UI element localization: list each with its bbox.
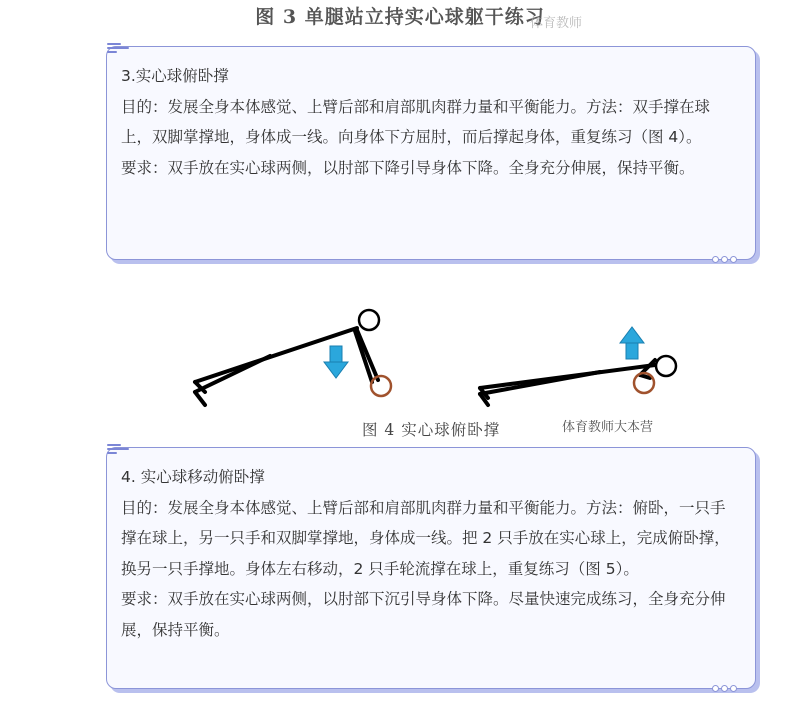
card-deco-lines [107, 43, 131, 55]
watermark-figure: 体育教师大本营 [562, 420, 654, 435]
card-deco-lines [107, 444, 131, 456]
watermark-top: 体育教师 [530, 16, 583, 31]
card-dots [712, 256, 737, 263]
section3-purpose: 目的：发展全身本体感觉、上臂后部和肩部肌肉群力量和平衡能力。方法：双手撑在球上，双脚掌撑地，身体成一线。向身体下方屈肘，而后撑起身体，重复练习（图 4）。 [121, 97, 711, 146]
card-dots [712, 685, 737, 692]
arrow-down-icon [324, 346, 348, 378]
section3-card [106, 46, 756, 260]
section4-card [106, 447, 756, 689]
ball-left [371, 376, 391, 396]
body-right-b [480, 372, 600, 394]
figure4-caption: 图 4 实心球俯卧撑 [362, 421, 501, 439]
head-left [359, 310, 379, 330]
section3-requirement: 要求：双手放在实心球两侧，以肘部下降引导身体下降。全身充分伸展，保持平衡。 [121, 158, 695, 177]
figure3-caption: 图 3 单腿站立持实心球躯干练习 [255, 6, 545, 28]
section4-requirement: 要求：双手放在实心球两侧，以肘部下沉引导身体下降。尽量快速完成练习，全身充分伸展，保持平衡。 [121, 590, 726, 639]
body-left-b [195, 356, 270, 392]
stick-figure-up [195, 310, 379, 405]
leg-left-b [195, 392, 205, 405]
section4-purpose: 目的：发展全身本体感觉、上臂后部和肩部肌肉群力量和平衡能力。方法：俯卧，一只手撑在球上，另一只手和双脚掌撑地，身体成一线。把 2 只手放在实心球上，完成俯卧撑，换另一只手撑地。身体左右移动，2 只手轮流撑在球上，重复练习（图 5）。 [121, 498, 730, 578]
section3-title: 3.实心球俯卧撑 [121, 67, 229, 85]
arrow-up-icon [620, 327, 644, 359]
stick-figure-down [480, 356, 676, 405]
head-right [656, 356, 676, 376]
section4-title: 4. 实心球移动俯卧撑 [121, 468, 265, 486]
